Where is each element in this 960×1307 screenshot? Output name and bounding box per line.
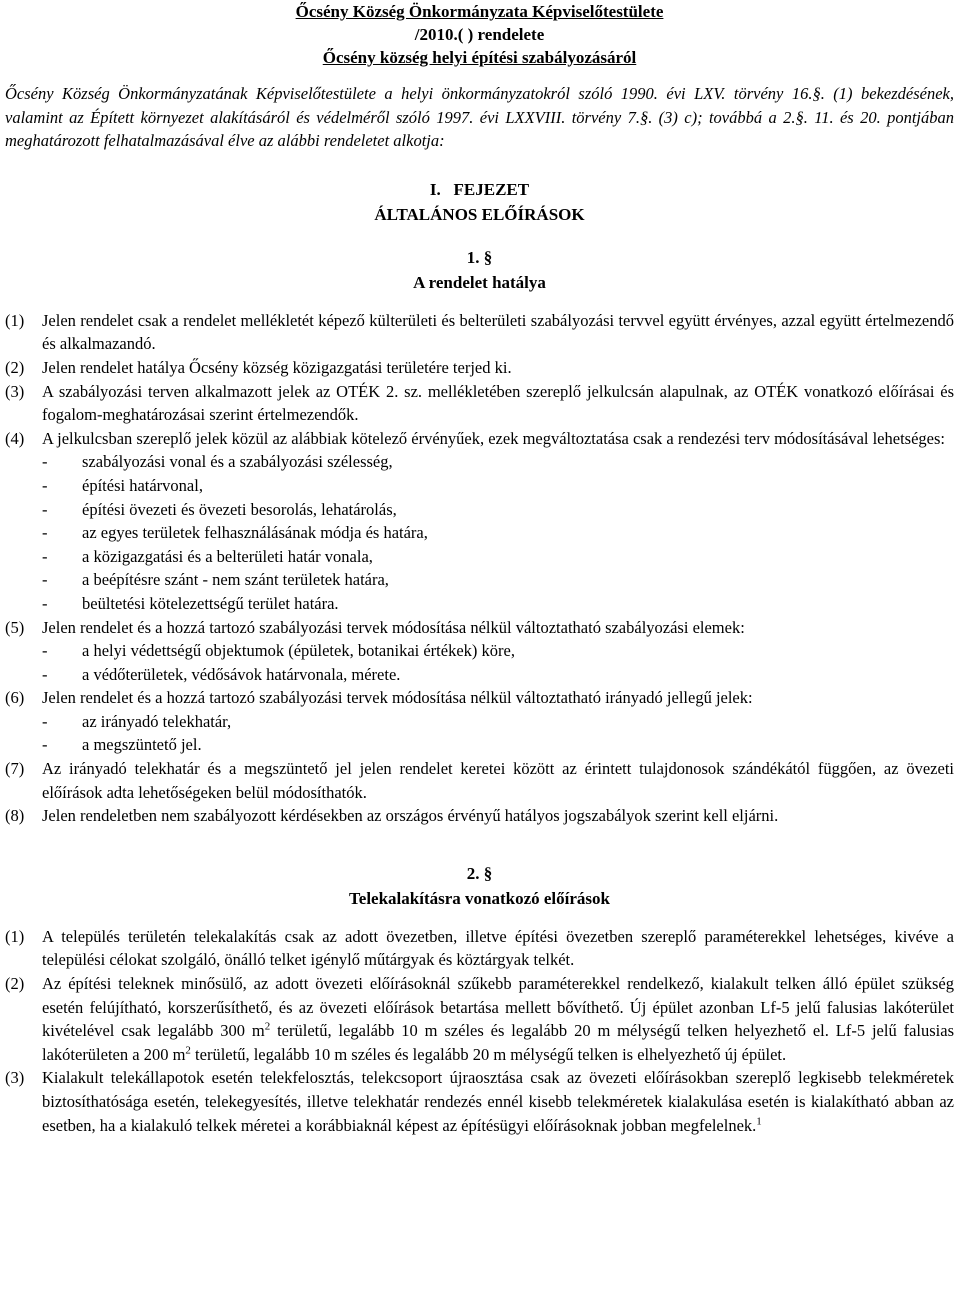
decree-title: Őcsény község helyi építési szabályozásáról (322, 48, 637, 67)
list-item: - szabályozási vonal és a szabályozási szélesség, (42, 452, 393, 472)
paragraph-text: Kialakult telekállapotok esetén telekfelosztás, telekcsoport újraosztása csak az övezeti előírásokban szereplő legkisebb telekméretek biztosíthatósága esetén, telekegyesítés, illetve telekhatár rendezés ennél kisebb telekméretek kialakulása esetén is kialakítható abban az esetben, ha a kialakuló telkek méretei a korábbiaknál képest az építésügyi előírásoknak jobban megfelelnek.$^1$ (42, 1068, 954, 1135)
section-2-heading (5, 861, 954, 911)
paragraph-1-6 (5, 686, 954, 757)
superscript: 2 (185, 1044, 191, 1057)
list-item: - építési övezeti és övezeti besorolás, lehatárolás, (42, 499, 397, 519)
paragraph-text: Az építési teleknek minősülő, az adott övezeti előírásoknál szűkebb paraméterekkel rendelkező, kialakult telken álló épület szükség esetén felújítható, korszerűsíthető, és az övezeti előírások betartása mellett bővíthető. Új épület azonban Lf-5 jelű falusias lakóterület kivételével csak legalább 300 $m^2$ területű, legalább 10 m széles és legalább 20 m mélységű telken helyezhető el. Lf-5 jelű falusias lakóterületen a 200 $m^2$ területű, legalább 10 m széles és legalább 20 m mélységű telken is elhelyezhető új épület. (42, 974, 954, 1064)
paragraph-1-3 (5, 380, 954, 427)
paragraph-text: Jelen rendelet hatálya Őcsény község közigazgatási területére terjed ki. (42, 357, 512, 377)
paragraph-number: (5) (5, 617, 25, 637)
list-item: - az irányadó telekhatár, (42, 711, 232, 731)
paragraph-1-1 (5, 309, 954, 356)
section-2-paragraphs (5, 925, 954, 1137)
list-item: - építési határvonal, (42, 475, 203, 495)
section-2-title: Telekalakításra vonatkozó előírások (349, 888, 610, 908)
paragraph-number: (1) (5, 310, 25, 330)
paragraph-text: Jelen rendelet és a hozzá tartozó szabályozási tervek módosítása nélkül változtatható irányadó jellegű jelek: (42, 688, 753, 708)
paragraph-text: A település területén telekalakítás csak az adott övezetben, illetve építési övezetben szereplő paraméterekkel lehetséges, kivéve a települési célokat szolgáló, önálló telket igénylő műtárgyak és köztárgyak telkét. (42, 926, 954, 970)
paragraph-number: (2) (5, 974, 25, 994)
list-item: - a beépítésre szánt - nem szánt területek határa, (42, 570, 389, 590)
paragraph-1-5 (5, 616, 954, 687)
list-item: - beültetési kötelezettségű terület határa. (42, 593, 339, 613)
footnote-ref[interactable]: 1 (756, 1115, 762, 1128)
paragraph-text: Jelen rendeletben nem szabályozott kérdésekben az országos érvényű hatályos jogszabályok szerint kell eljárni. (42, 806, 779, 826)
paragraph-number: (4) (5, 428, 25, 448)
paragraph-1-2 (5, 356, 954, 380)
paragraph-number: (8) (5, 806, 25, 826)
paragraph-2-2 (5, 972, 954, 1066)
section-2-number: 2. § (466, 863, 493, 883)
paragraph-text: Jelen rendelet csak a rendelet mellékletét képező külterületi és belterületi szabályozási tervvel együtt érvényes, azzal együtt értelmezendő és alkalmazandó. (42, 310, 954, 354)
chapter-heading (5, 177, 954, 227)
paragraph-2-1 (5, 925, 954, 972)
paragraph-text: Az irányadó telekhatár és a megszüntető jel jelen rendelet keretei között az érintett tulajdonosok szándékától függően, az övezeti előírások adta lehetőségeken belül módosíthatók. (42, 759, 954, 802)
document-header (5, 0, 954, 69)
list-item: - a védőterületek, védősávok határvonala, mérete. (42, 664, 401, 684)
list-item: - a helyi védettségű objektumok (épületek, botanikai értékek) köre, (42, 641, 515, 661)
list-item: - a megszüntető jel. (42, 735, 202, 755)
preamble: Őcsény Község Önkormányzatának Képviselőtestülete a helyi önkormányzatokról szóló 1990. évi LXV. törvény 16.§. (1) bekezdésének, valamint az Épített környezet alakításáról és védelméről szóló 1997. évi LXXVIII. törvény 7.§. (3) c); továbbá a 2.§. 11. és 20. pontjában meghatározott felhatalmazásával élve az alábbi rendeletet alkotja: (5, 84, 954, 151)
superscript: 2 (264, 1020, 271, 1033)
paragraph-number: (6) (5, 688, 25, 708)
section-1-paragraphs (5, 309, 954, 828)
paragraph-1-8 (5, 804, 954, 828)
list-item: - az egyes területek felhasználásának módja és határa, (42, 523, 428, 543)
paragraph-text: A jelkulcsban szereplő jelek közül az alábbiak kötelező érvényűek, ezek megváltoztatása csak a rendezési terv módosításával lehetséges: (42, 428, 945, 448)
paragraph-number: (3) (5, 1068, 25, 1088)
section-1-title: A rendelet hatálya (413, 272, 546, 292)
decree-number: /2010.( ) rendelete (414, 25, 545, 44)
paragraph-1-7 (5, 757, 954, 804)
paragraph-number: (2) (5, 357, 25, 377)
paragraph-text: Jelen rendelet és a hozzá tartozó szabályozási tervek módosítása nélkül változtatható szabályozási elemek: (42, 617, 745, 637)
paragraph-number: (7) (5, 759, 25, 779)
chapter-title: ÁLTALÁNOS ELŐÍRÁSOK (374, 204, 585, 224)
council-title: Őcsény Község Önkormányzata Képviselőtestülete (295, 2, 664, 21)
section-1-heading (5, 245, 954, 295)
paragraph-number: (3) (5, 381, 25, 401)
paragraph-text: A szabályozási terven alkalmazott jelek az OTÉK 2. sz. mellékletében szereplő jelkulcsán alapulnak, az OTÉK vonatkozó előírásai és fogalom-meghatározásai szerint értelmezendők. (42, 381, 954, 425)
paragraph-2-3 (5, 1066, 954, 1137)
section-1-number: 1. § (466, 247, 493, 267)
chapter-number: I. FEJEZET (429, 179, 530, 199)
paragraph-number: (1) (5, 926, 25, 946)
paragraph-1-4 (5, 427, 954, 616)
list-item: - a közigazgatási és a belterületi határ vonala, (42, 546, 373, 566)
